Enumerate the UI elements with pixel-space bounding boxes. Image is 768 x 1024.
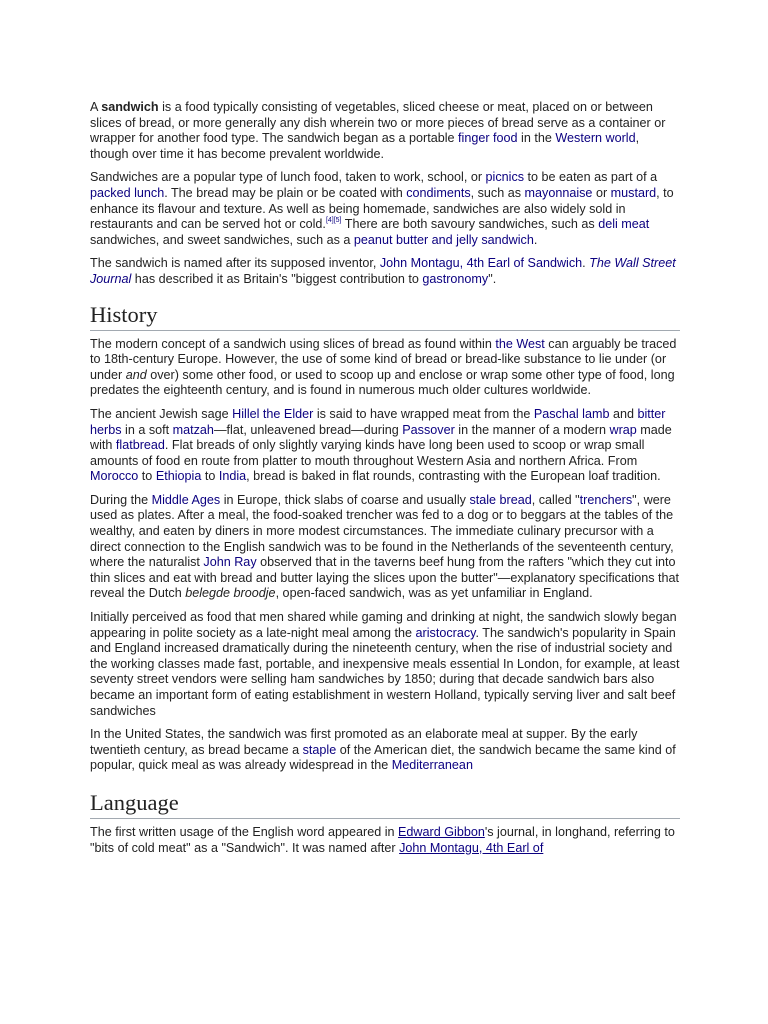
text: and: [609, 406, 638, 421]
link-morocco[interactable]: Morocco: [90, 469, 139, 484]
link-mediterranean[interactable]: Mediterranean: [391, 758, 473, 773]
link-packed-lunch[interactable]: packed lunch: [90, 185, 165, 200]
intro-paragraph-3: [90, 256, 680, 287]
text: in a soft: [121, 422, 173, 437]
text: can arguably be traced to 18th-century Europe. However, the use of some kind of bread or bread-like substance to lie under (or under: [90, 336, 677, 382]
text: The ancient Jewish sage: [90, 406, 233, 421]
intro-paragraph-2: [90, 170, 680, 248]
text: .: [582, 256, 590, 271]
text: . Flat breads of only slightly varying kinds have long been used to scoop or wrap small amounts of food en route from platter to mouth throughout Western Asia and northern Africa. From: [90, 438, 645, 468]
text: in Europe, thick slabs of coarse and usually: [220, 492, 470, 507]
text: is a food typically consisting of vegetables, sliced cheese or meat, placed on or between slices of bread, or more generally any dish wherein two or more pieces of bread serve as a container or wrapper for another food type. The sandwich began as a portable: [90, 100, 666, 146]
history-paragraph-3: [90, 493, 680, 602]
link-peanut-butter-jelly[interactable]: peanut butter and jelly sandwich: [353, 232, 534, 247]
text: Sandwiches are a popular type of lunch food, taken to work, school, or: [90, 170, 486, 185]
text: . The sandwich's popularity in Spain and England increased dramatically during the nineteenth century, when the rise of industrial society and the working classes made fast, portable, and inexpensive meals essential In London, for example, at least seventy street vendors were selling ham sandwiches by 1850; during that decade sandwich bars also became an important form of eating establishment in western Holland, typically serving liver and salt beef sandwiches: [90, 625, 680, 718]
text: There are both savoury sandwiches, such as: [341, 217, 599, 232]
link-matzah[interactable]: matzah: [172, 422, 214, 437]
bold-term: sandwich: [101, 100, 159, 114]
link-staple[interactable]: staple: [302, 742, 337, 757]
text: over) some other food, or used to scoop up and enclose or wrap some other type of food, long predates the eighteenth century, and is found in numerous much older cultures worldwide.: [90, 367, 675, 398]
text: In the United States, the sandwich was first promoted as an elaborate meal at supper. By the early twentieth century, as bread became a: [90, 727, 638, 757]
text: 's journal, in longhand, referring to "bits of cold meat" as a "Sandwich". It was named after: [90, 824, 675, 855]
link-ethiopia[interactable]: Ethiopia: [155, 469, 202, 484]
section-heading-history: History: [90, 302, 680, 331]
text: sandwiches, and sweet sandwiches, such as a: [90, 232, 354, 247]
link-mustard[interactable]: mustard: [610, 185, 657, 200]
link-gastronomy[interactable]: gastronomy: [422, 271, 489, 286]
link-wrap[interactable]: wrap: [609, 422, 637, 437]
text: or: [592, 185, 611, 200]
article-body: [90, 100, 680, 864]
language-paragraph-1: [90, 825, 680, 856]
link-paschal-lamb[interactable]: Paschal lamb: [533, 406, 610, 421]
link-india[interactable]: India: [218, 469, 247, 484]
history-paragraph-1: [90, 337, 680, 399]
intro-paragraph-1: [90, 100, 680, 162]
text: A: [90, 100, 102, 114]
reference-link[interactable]: [4][5]: [325, 217, 342, 225]
text: of the American diet, the sandwich became the same kind of popular, quick meal as was already widespread in the: [90, 742, 676, 773]
link-condiments[interactable]: condiments: [406, 185, 471, 200]
text: . The bread may be plain or be coated with: [164, 185, 407, 200]
link-flatbread[interactable]: flatbread: [115, 438, 165, 453]
link-hillel-the-elder[interactable]: Hillel the Elder: [232, 406, 314, 421]
text: The sandwich is named after its supposed inventor,: [90, 256, 380, 271]
italic-text: and: [125, 367, 147, 382]
text: During the: [90, 492, 152, 507]
text: , to enhance its flavour and texture. As well as being homemade, sandwiches are also widely sold in restaurants and can be served hot or cold.: [90, 185, 674, 232]
text: —flat, unleavened bread—during: [213, 422, 403, 437]
link-trenchers[interactable]: trenchers: [579, 492, 633, 507]
section-heading-language: Language: [90, 790, 680, 819]
link-passover[interactable]: Passover: [402, 422, 455, 437]
text: .: [533, 232, 538, 247]
text: ".: [488, 271, 497, 286]
link-stale-bread[interactable]: stale bread: [469, 492, 532, 507]
text: in the manner of a modern: [454, 422, 610, 437]
text: , open-faced sandwich, was as yet unfamiliar in England.: [275, 586, 593, 601]
history-paragraph-4: [90, 610, 680, 719]
italic-text: The Wall Street Journal: [90, 256, 676, 286]
link-mayonnaise[interactable]: mayonnaise: [524, 185, 593, 200]
link-picnics[interactable]: picnics: [485, 170, 525, 185]
link-finger-food[interactable]: finger food: [458, 131, 518, 146]
link-john-montagu[interactable]: John Montagu, 4th Earl of Sandwich: [379, 256, 583, 271]
text: observed that in the taverns beef hung from the rafters "which they cut into thin slices and eat with bread and butter laying the slices upon the butter"—explanatory specifications that reveal the Dutch: [90, 555, 680, 601]
text: , bread is baked in flat rounds, contrasting with the European loaf tradition.: [246, 469, 661, 484]
link-deli-meat[interactable]: deli meat: [598, 217, 650, 232]
link-middle-ages[interactable]: Middle Ages: [151, 492, 221, 507]
link-aristocracy[interactable]: aristocracy: [415, 625, 476, 640]
text: is said to have wrapped meat from the: [313, 406, 534, 421]
text: Initially perceived as food that men shared while gaming and drinking at night, the sandwich slowly began appearing in polite society as a late-night meal among the: [90, 610, 677, 640]
history-paragraph-5: [90, 727, 680, 774]
text: The modern concept of a sandwich using slices of bread as found within: [90, 336, 496, 351]
text: to be eaten as part of a: [524, 170, 658, 185]
link-bitter-herbs[interactable]: bitter herbs: [90, 406, 666, 437]
text: , though over time it has become prevalent worldwide.: [90, 131, 640, 161]
link-edward-gibbon[interactable]: Edward Gibbon: [398, 824, 485, 839]
text: has described it as Britain's "biggest contribution to: [131, 271, 423, 286]
link-john-ray[interactable]: John Ray: [203, 555, 257, 570]
link-western-world[interactable]: Western world: [555, 131, 636, 146]
text: , such as: [470, 185, 525, 200]
italic-text: belegde broodje: [185, 586, 276, 601]
text: ", were used as plates. After a meal, the food-soaked trencher was fed to a dog or to beggars at the tables of the wealthy, and eaten by diners in more modest circumstances. The immediate culinary precursor with a direct connection to the English sandwich was to be found in the Netherlands of the seventeenth century, where the naturalist: [90, 492, 674, 570]
text: in the: [517, 131, 556, 146]
link-the-west[interactable]: the West: [495, 336, 545, 351]
text: to: [138, 469, 156, 484]
text: The first written usage of the English word appeared in: [90, 824, 399, 839]
history-paragraph-2: [90, 407, 680, 485]
text: , called ": [531, 492, 580, 507]
link-john-montagu[interactable]: John Montagu, 4th Earl of: [399, 840, 544, 855]
text: to: [201, 469, 219, 484]
text: made with: [90, 422, 672, 453]
